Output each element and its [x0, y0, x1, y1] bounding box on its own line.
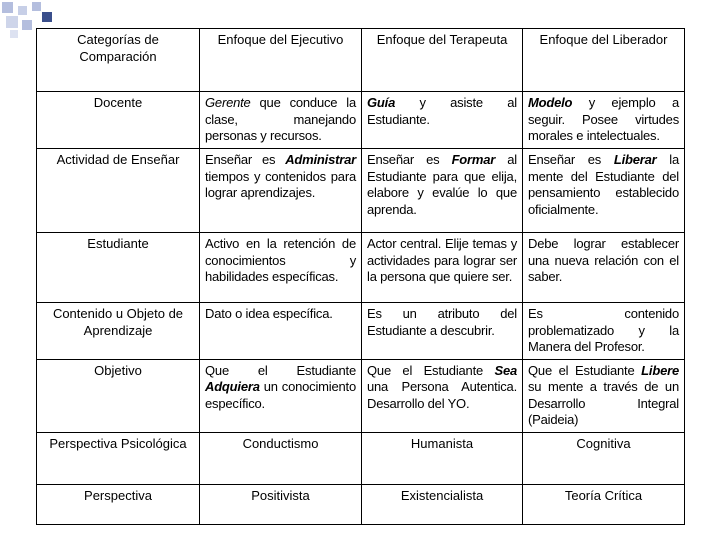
header-terapeuta: Enfoque del Terapeuta [362, 29, 523, 92]
table-row [37, 359, 685, 432]
cell-terapeuta: Es un atributo del Estudiante a descubrir. [362, 303, 523, 360]
cell-terapeuta: Que el Estudiante Sea una Persona Autentica. Desarrollo del YO. [362, 359, 523, 432]
row-category: Perspectiva [37, 484, 200, 524]
table-row [37, 303, 685, 360]
cell-ejecutivo: Positivista [200, 484, 362, 524]
row-category: Objetivo [37, 359, 200, 432]
table-row [37, 233, 685, 303]
row-category: Perspectiva Psicológica [37, 432, 200, 484]
decor-square [42, 12, 52, 22]
decor-square [2, 2, 13, 13]
cell-terapeuta: Humanista [362, 432, 523, 484]
cell-ejecutivo: Conductismo [200, 432, 362, 484]
cell-ejecutivo: Que el Estudiante Adquiera un conocimiento específico. [200, 359, 362, 432]
cell-ejecutivo: Gerente que conduce la clase, manejando personas y recursos. [200, 92, 362, 149]
cell-liberador: Es contenido problematizado y la Manera del Profesor. [523, 303, 685, 360]
table-row [37, 149, 685, 233]
cell-terapeuta: Actor central. Elije temas y actividades para lograr ser la persona que quiere ser. [362, 233, 523, 303]
decor-square [22, 20, 32, 30]
cell-ejecutivo: Enseñar es Administrar tiempos y contenidos para lograr aprendizajes. [200, 149, 362, 233]
row-category: Docente [37, 92, 200, 149]
row-category: Actividad de Enseñar [37, 149, 200, 233]
cell-ejecutivo: Activo en la retención de conocimientos y habilidades específicas. [200, 233, 362, 303]
cell-liberador: Que el Estudiante Libere su mente a través de un Desarrollo Integral (Paideia) [523, 359, 685, 432]
decor-square [10, 30, 18, 38]
header-liberador: Enfoque del Liberador [523, 29, 685, 92]
cell-ejecutivo: Dato o idea específica. [200, 303, 362, 360]
decor-square [18, 6, 27, 15]
table-row [37, 432, 685, 484]
cell-terapeuta: Enseñar es Formar al Estudiante para que elija, elabore y evalúe lo que aprenda. [362, 149, 523, 233]
table-row [37, 484, 685, 524]
row-category: Contenido u Objeto de Aprendizaje [37, 303, 200, 360]
cell-liberador: Cognitiva [523, 432, 685, 484]
cell-terapeuta: Existencialista [362, 484, 523, 524]
comparison-table [36, 28, 685, 525]
row-category: Estudiante [37, 233, 200, 303]
header-ejecutivo: Enfoque del Ejecutivo [200, 29, 362, 92]
table-header-row [37, 29, 685, 92]
table-row [37, 92, 685, 149]
cell-terapeuta: Guía y asiste al Estudiante. [362, 92, 523, 149]
header-category: Categorías de Comparación [37, 29, 200, 92]
cell-liberador: Debe lograr establecer una nueva relación con el saber. [523, 233, 685, 303]
cell-liberador: Teoría Crítica [523, 484, 685, 524]
decor-square [32, 2, 41, 11]
decor-square [6, 16, 18, 28]
cell-liberador: Modelo y ejemplo a seguir. Posee virtudes morales e intelectuales. [523, 92, 685, 149]
cell-liberador: Enseñar es Liberar la mente del Estudiante del pensamiento establecido oficialmente. [523, 149, 685, 233]
